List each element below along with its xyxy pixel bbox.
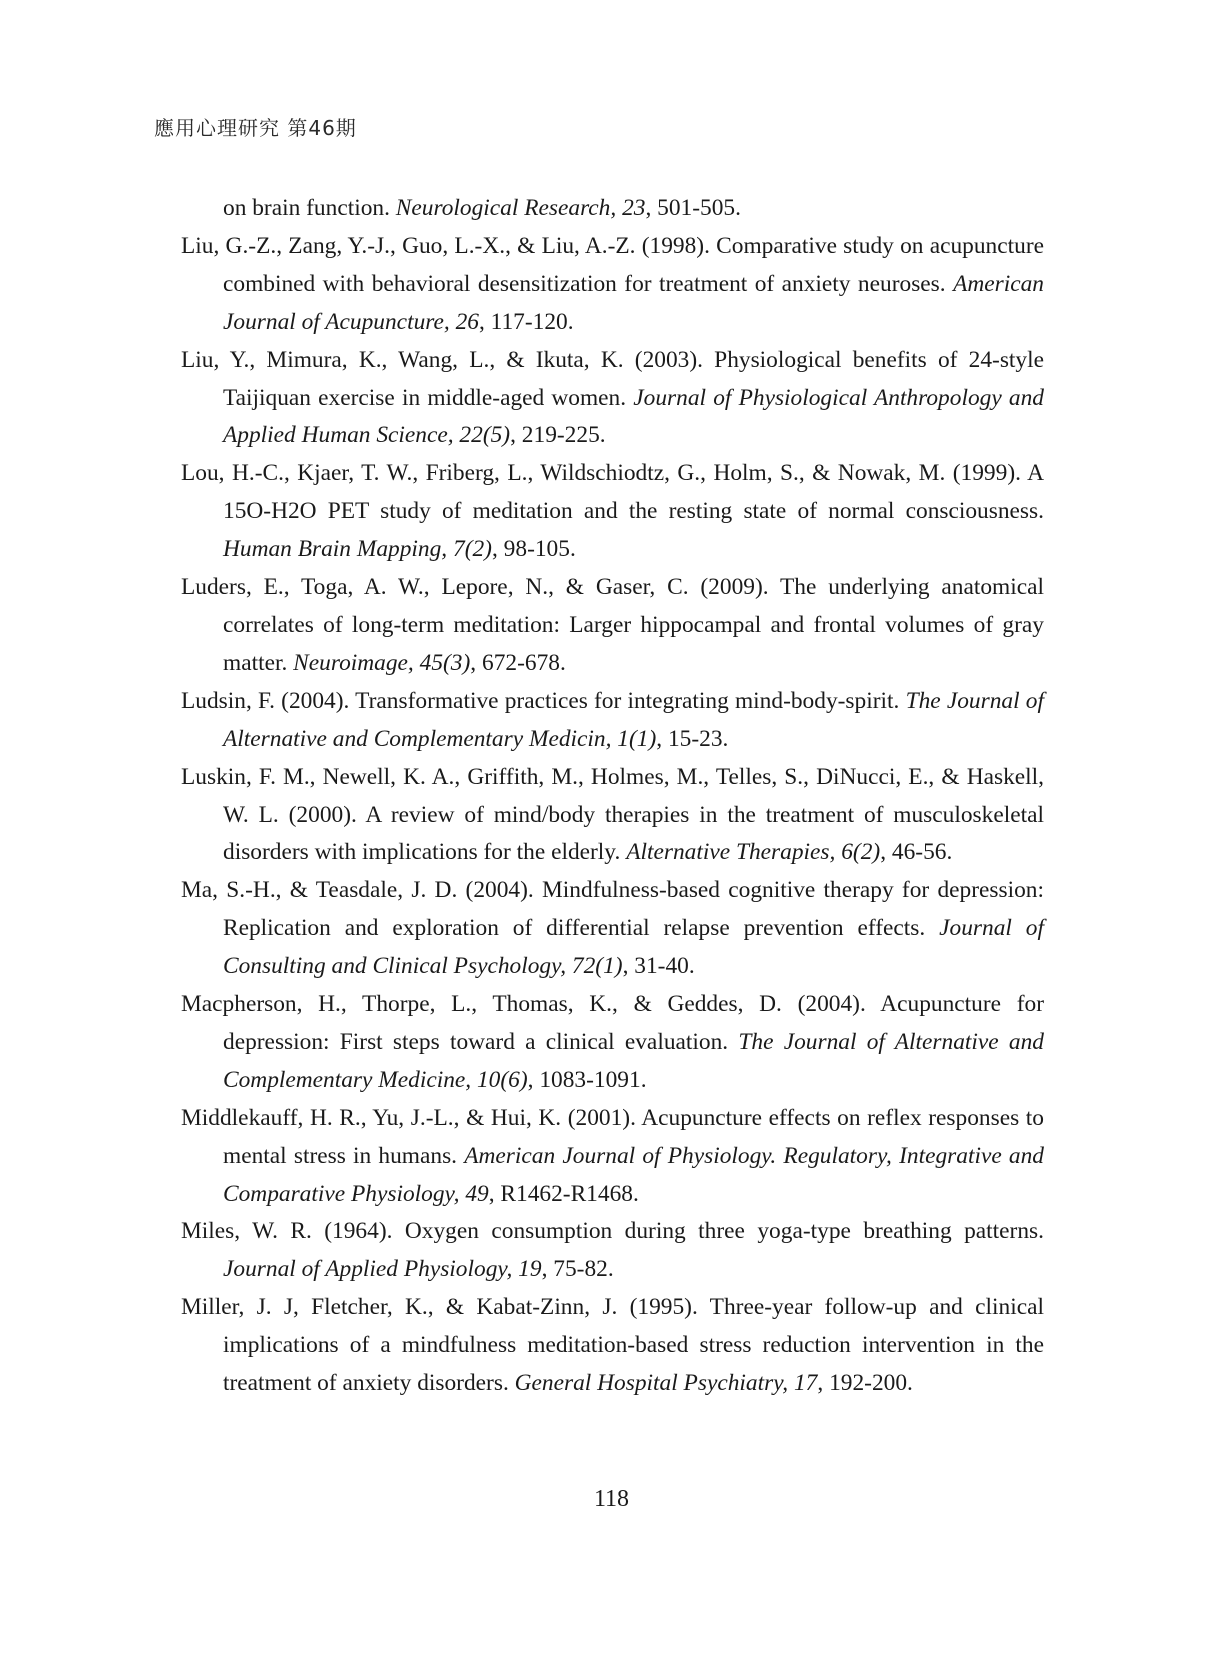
reference-entry <box>181 872 1044 986</box>
reference-source: General Hospital Psychiatry, 17 <box>514 1370 818 1397</box>
reference-entry <box>181 683 1044 759</box>
reference-tail: , 192-200. <box>817 1370 913 1397</box>
reference-tail: , 75-82. <box>541 1256 614 1283</box>
reference-source: Neuroimage, 45(3) <box>293 649 471 676</box>
reference-entry <box>181 1213 1044 1289</box>
reference-entry <box>181 190 1044 228</box>
reference-lead: Ludsin, F. (2004). Transformative practices for integrating mind-body-spirit. <box>181 687 906 714</box>
reference-source: Neurological Research, 23 <box>395 195 646 221</box>
running-header: 應用心理研究 第46期 <box>154 116 357 140</box>
reference-source: Journal of Applied Physiology, 19 <box>223 1256 542 1283</box>
reference-tail: , 46-56. <box>880 839 953 866</box>
reference-source: Journal of Consulting and Clinical Psychology, 72(1) <box>223 915 1044 980</box>
reference-tail: , 98-105. <box>491 536 576 563</box>
page-number: 118 <box>593 1486 630 1512</box>
reference-lead: Ma, S.-H., & Teasdale, J. D. (2004). Mindfulness-based cognitive therapy for depression: Replication and exploration of differential relapse prevention effects. <box>181 877 1044 942</box>
reference-lead: Luskin, F. M., Newell, K. A., Griffith, M., Holmes, M., Telles, S., DiNucci, E., & Haskell, W. L. (2000). A review of mind/body therapies in the treatment of musculoskeletal disorders with implications for the elderly. <box>181 763 1044 866</box>
reference-entry <box>181 228 1044 342</box>
reference-source: Alternative Therapies, 6(2) <box>626 839 881 866</box>
reference-source: Journal of Physiological Anthropology and Applied Human Science, 22(5) <box>223 384 1044 449</box>
reference-lead: Lou, H.-C., Kjaer, T. W., Friberg, L., Wildschiodtz, G., Holm, S., & Nowak, M. (1999). A 15O-H2O PET study of meditation and the resting state of normal consciousness. <box>181 460 1044 525</box>
reference-entry <box>181 455 1044 569</box>
reference-lead: Liu, Y., Mimura, K., Wang, L., & Ikuta, K. (2003). Physiological benefits of 24-style Taijiquan exercise in middle-aged women. <box>181 346 1044 411</box>
reference-entry <box>181 1289 1044 1403</box>
reference-entry <box>181 759 1044 873</box>
reference-source: The Journal of Alternative and Complementary Medicine, 10(6) <box>223 1028 1044 1093</box>
reference-tail: , 31-40. <box>622 953 695 980</box>
reference-tail: , 15-23. <box>656 725 729 752</box>
reference-entry <box>181 569 1044 683</box>
reference-source: The Journal of Alternative and Complementary Medicin, 1(1) <box>223 687 1044 752</box>
reference-entry <box>181 986 1044 1100</box>
reference-lead: Miller, J. J, Fletcher, K., & Kabat-Zinn, J. (1995). Three-year follow-up and clinical implications of a mindfulness meditation-based stress reduction intervention in the treatment of anxiety disorders. <box>181 1294 1044 1397</box>
reference-entry <box>181 342 1044 456</box>
reference-lead: Macpherson, H., Thorpe, L., Thomas, K., & Geddes, D. (2004). Acupuncture for depression: First steps toward a clinical evaluation. <box>181 991 1044 1055</box>
reference-lead: Middlekauff, H. R., Yu, J.-L., & Hui, K. (2001). Acupuncture effects on reflex responses to mental stress in humans. <box>181 1104 1044 1169</box>
reference-source: American Journal of Acupuncture, 26 <box>223 270 1044 335</box>
reference-lead: on brain function. <box>223 195 396 221</box>
reference-source: Human Brain Mapping, 7(2) <box>223 536 492 563</box>
reference-tail: , 1083-1091. <box>527 1066 647 1093</box>
reference-tail: , 501-505. <box>645 195 741 221</box>
reference-lead: Liu, G.-Z., Zang, Y.-J., Guo, L.-X., & Liu, A.-Z. (1998). Comparative study on acupuncture combined with behavioral desensitization for treatment of anxiety neuroses. <box>181 232 1044 297</box>
reference-entry <box>181 1100 1044 1214</box>
reference-source: American Journal of Physiology. Regulatory, Integrative and Comparative Physiology, 49 <box>223 1142 1044 1207</box>
reference-lead: Miles, W. R. (1964). Oxygen consumption during three yoga-type breathing patterns. <box>181 1218 1044 1245</box>
reference-list <box>181 190 1044 1403</box>
reference-tail: , 672-678. <box>470 649 566 676</box>
reference-tail: , 117-120. <box>478 308 574 335</box>
reference-tail: , 219-225. <box>510 422 606 449</box>
reference-lead: Luders, E., Toga, A. W., Lepore, N., & Gaser, C. (2009). The underlying anatomical correlates of long-term meditation: Larger hippocampal and frontal volumes of gray matter. <box>181 574 1044 676</box>
reference-tail: , R1462-R1468. <box>488 1180 639 1207</box>
